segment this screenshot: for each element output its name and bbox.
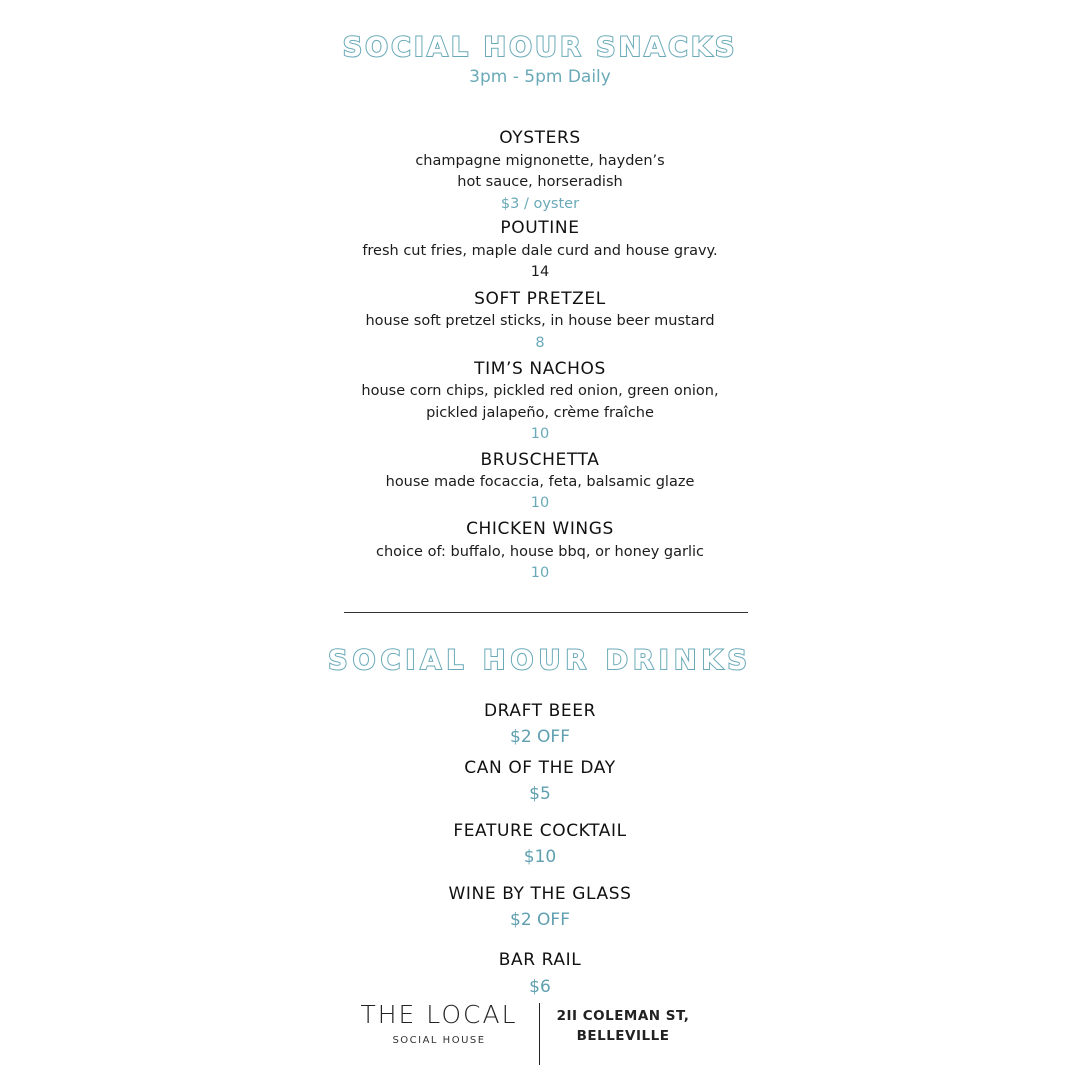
drink-item-price: $10 (523, 847, 557, 867)
menu-item-price: 14 (530, 264, 550, 280)
menu-item-name: BRUSCHETTA (480, 450, 600, 470)
menu-item-name: SOFT PRETZEL (474, 289, 606, 309)
drink-item-name: BAR RAIL (498, 950, 582, 970)
drink-item-price: $5 (529, 784, 551, 804)
menu-item-desc: house corn chips, pickled red onion, green onion, (361, 383, 719, 399)
footer-divider (539, 1003, 540, 1065)
drink-item-name: FEATURE COCKTAIL (453, 821, 627, 841)
drink-item-name: DRAFT BEER (483, 701, 597, 721)
menu-item-price: 10 (530, 426, 550, 442)
address-line1: 2II COLEMAN ST, (556, 1008, 690, 1024)
address (548, 1006, 698, 1046)
section-divider (344, 612, 748, 613)
menu-item-desc: house made focaccia, feta, balsamic glaze (385, 474, 695, 490)
snacks-title: SOCIAL HOUR SNACKS (342, 32, 738, 63)
snacks-hours: 3pm - 5pm Daily (469, 67, 611, 87)
menu-item-name: OYSTERS (499, 128, 581, 148)
menu-item-desc: pickled jalapeño, crème fraîche (426, 405, 654, 421)
menu-item-desc: fresh cut fries, maple dale curd and house gravy. (362, 243, 718, 259)
menu-item-name: TIM’S NACHOS (474, 359, 606, 379)
menu-item-price: 8 (535, 335, 545, 351)
menu-item-price: 10 (530, 495, 550, 511)
brand-logo (344, 1000, 534, 1048)
logo-tagline: SOCIAL HOUSE (392, 1035, 486, 1046)
menu-item-name: CHICKEN WINGS (466, 519, 614, 539)
drink-item-name: WINE BY THE GLASS (448, 884, 632, 904)
drinks-title: SOCIAL HOUR DRINKS (328, 645, 752, 676)
menu-item-name: POUTINE (500, 218, 580, 238)
drink-item-price: $2 OFF (510, 910, 570, 930)
menu-item-price: 10 (530, 565, 550, 581)
menu-item-price: $3 / oyster (500, 196, 580, 212)
drink-item-price: $6 (529, 977, 551, 997)
menu-item-desc: choice of: buffalo, house bbq, or honey garlic (376, 544, 704, 560)
drink-item-price: $2 OFF (510, 727, 570, 747)
menu-item-desc: hot sauce, horseradish (457, 174, 623, 190)
menu-item-desc: house soft pretzel sticks, in house beer mustard (365, 313, 715, 329)
menu-item-desc: champagne mignonette, hayden’s (415, 153, 665, 169)
logo-wordmark: THE LOCAL (360, 1000, 518, 1029)
drink-item-name: CAN OF THE DAY (464, 758, 616, 778)
address-line2: BELLEVILLE (576, 1028, 670, 1044)
